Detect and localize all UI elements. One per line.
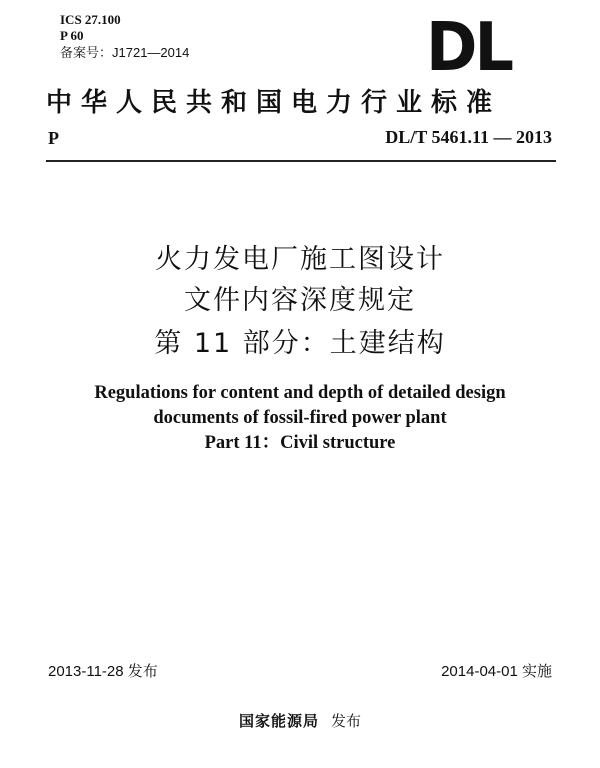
issuer-line bbox=[0, 710, 600, 731]
chinese-title-line-3: 第 11 部分：土建结构 bbox=[154, 328, 446, 359]
english-title-line-3: Part 11：Civil structure bbox=[204, 433, 396, 453]
standard-number: DL/T 5461.11 — 2013 bbox=[385, 127, 552, 147]
record-number: 备案号：J1721—2014 bbox=[60, 45, 190, 60]
issuer-name: 国家能源局 bbox=[238, 712, 319, 730]
english-title-line-2: documents of fossil-fired power plant bbox=[153, 408, 447, 428]
chinese-title-line-1: 火力发电厂施工图设计 bbox=[155, 244, 445, 275]
dl-logo: DL bbox=[426, 7, 511, 87]
chinese-title-line-2: 文件内容深度规定 bbox=[184, 285, 416, 316]
issuer-action: 发布 bbox=[331, 713, 362, 730]
ics-code: ICS 27.100 bbox=[60, 12, 121, 27]
header-divider bbox=[46, 160, 556, 162]
effective-date: 2014-04-01 实施 bbox=[441, 663, 552, 680]
issue-date: 2013-11-28 发布 bbox=[48, 663, 158, 680]
standard-type-heading: 中华人民共和国电力行业标准 bbox=[46, 88, 502, 118]
ccs-code: P 60 bbox=[60, 28, 84, 43]
english-title-line-1: Regulations for content and depth of detailed design bbox=[94, 383, 506, 403]
category-code: P bbox=[48, 128, 59, 148]
